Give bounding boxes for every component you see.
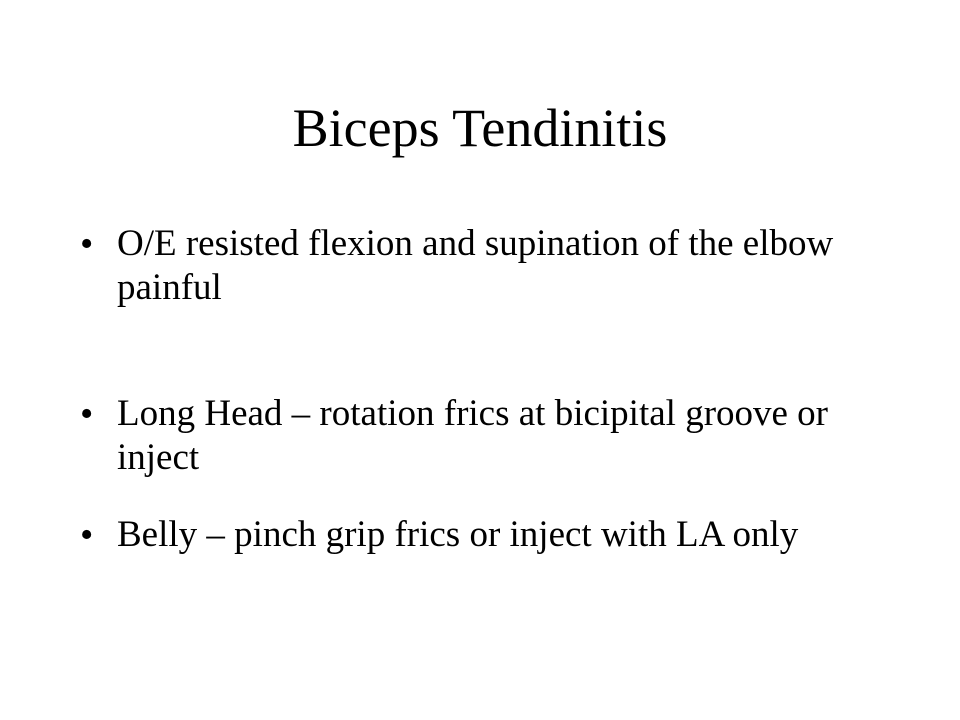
bullet-text: Belly – pinch grip frics or inject with LA only	[117, 514, 799, 555]
slide-title: Biceps Tendinitis	[292, 98, 668, 158]
bullet-dot-icon: •	[80, 223, 94, 265]
bullet-dot-icon: •	[80, 393, 94, 435]
bullet-text: O/E resisted flexion and supination of the elbow painful	[117, 223, 834, 308]
bullet-text: Long Head – rotation frics at bicipital groove or inject	[117, 393, 829, 478]
bullet-dot-icon: •	[80, 514, 94, 556]
